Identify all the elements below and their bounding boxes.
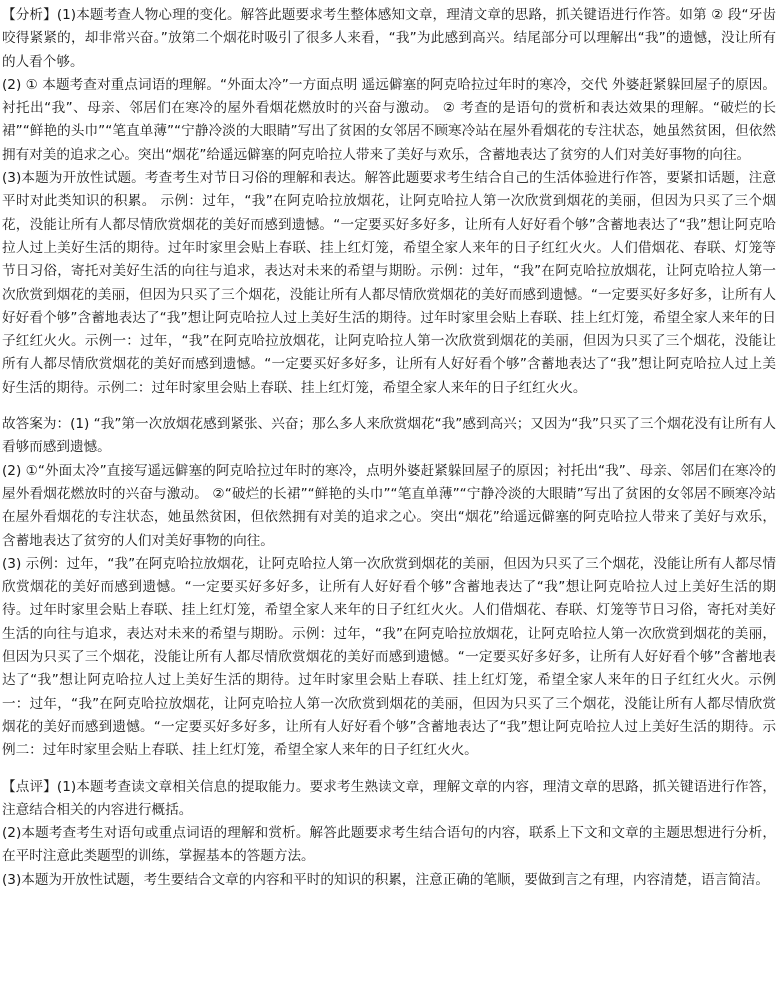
answer-paragraph-1: 故答案为：(1) “我”第一次放烟花感到紧张、兴奋；那么多人来欣赏烟花“我”感到高兴；又因为“我”只买了三个烟花没有让所有人看够而感到遗憾。 [2, 416, 776, 456]
section-spacer [2, 763, 776, 776]
analysis-paragraph-3: (3)本题为开放性试题。考查考生对节日习俗的理解和表达。解答此题要求考生结合自己的生活体验进行作答，要紧扣话题，注意平时对此类知识的积累。 示例：过年，“我”在阿克哈拉放烟花，让阿克哈拉人第一次欣赏到烟花的美丽，但因为只买了三个烟花，没能让所有人都尽情欣赏烟花的美好而感到遗憾。“一定要买好多好多，让所有人好好看个够”含蓄地表达了“我”想让阿克哈拉人过上美好生活的期待。过年时家里会贴上春联、挂上红灯笼，希望全家人来年的日子红红火火。人们借烟花、春联、灯笼等节日习俗，寄托对美好生活的向往与追求，表达对未来的希望与期盼。示例：过年，“我”在阿克哈拉放烟花，让阿克哈拉人第一次欣赏到烟花的美丽，但因为只买了三个烟花，没能让所有人都尽情欣赏烟花的美好而感到遗憾。“一定要买好多好多，让所有人好好看个够”含蓄地表达了“我”想让阿克哈拉人过上美好生活的期待。过年时家里会贴上春联、挂上红灯笼，希望全家人来年的日子红红火火。示例一：过年，“我”在阿克哈拉放烟花，让阿克哈拉人第一次欣赏到烟花的美丽，但因为只买了三个烟花，没能让所有人都尽情欣赏烟花的美好而感到遗憾。“一定要买好多好多，让所有人好好看个够”含蓄地表达了“我”想让阿克哈拉人过上美好生活的期待。示例二：过年时家里会贴上春联、挂上红灯笼，希望全家人来年的日子红红火火。 [2, 170, 776, 396]
comment-paragraph-1: 【点评】(1)本题考查读文章相关信息的提取能力。要求考生熟读文章，理解文章的内容，理清文章的思路，抓关键语进行作答，注意结合相关的内容进行概括。 [2, 778, 776, 818]
answer-paragraph-2: (2) ①“外面太冷”直接写遥远僻塞的阿克哈拉过年时的寒冷，点明外婆赶紧躲回屋子的原因；衬托出“我”、母亲、邻居们在寒冷的屋外看烟花燃放时的兴奋与激动。 ②“破烂的长裙”“鲜艳的头巾”“笔直单薄”“宁静冷淡的大眼睛”写出了贫困的女邻居不顾寒冷站在屋外看烟花的专注状态，她虽然贫困，但依然拥有对美的追求之心。突出“烟花”给遥远僻塞的阿克哈拉人带来了美好与欢乐，含蓄地表达了贫穷的人们对美好事物的向往。 [2, 462, 776, 549]
answer-section [2, 413, 776, 762]
comment-section [2, 776, 776, 892]
comment-paragraph-3: (3)本题为开放性试题，考生要结合文章的内容和平时的知识的积累，注意正确的笔顺，要做到言之有理，内容清楚，语言简洁。 [2, 871, 769, 888]
analysis-paragraph-1: 【分析】(1)本题考查人物心理的变化。解答此题要求考生整体感知文章，理清文章的思路，抓关键语进行作答。如第 ② 段“牙齿咬得紧紧的，却非常兴奋。”放第二个烟花时吸引了很多人来看，“我”为此感到高兴。结尾部分可以理解出“我”的遗憾，没让所有的人看个够。 [2, 7, 776, 70]
analysis-paragraph-2: (2) ① 本题考查对重点词语的理解。“外面太冷”一方面点明 遥远僻塞的阿克哈拉过年时的寒冷，交代 外婆赶紧躲回屋子的原因。 衬托出“我”、母亲、邻居们在寒冷的屋外看烟花燃放时的兴奋与激动。 ② 考查的是语句的赏析和表达效果的理解。“破烂的长裙”“鲜艳的头巾”“笔直单薄”“宁静冷淡的大眼睛”写出了贫困的女邻居不顾寒冷站在屋外看烟花的专注状态，她虽然贫困，但依然拥有对美的追求之心。突出“烟花”给遥远僻塞的阿克哈拉人带来了美好与欢乐，含蓄地表达了贫穷的人们对美好事物的向往。 [2, 76, 776, 163]
comment-paragraph-2: (2)本题考查考生对语句或重点词语的理解和赏析。解答此题要求考生结合语句的内容，联系上下文和文章的主题思想进行分析，在平时注意此类题型的训练，掌握基本的答题方法。 [2, 825, 776, 865]
answer-paragraph-3: (3) 示例：过年，“我”在阿克哈拉放烟花，让阿克哈拉人第一次欣赏到烟花的美丽，但因为只买了三个烟花，没能让所有人都尽情欣赏烟花的美好而感到遗憾。“一定要买好多好多，让所有人好好看个够”含蓄地表达了“我”想让阿克哈拉人过上美好生活的期待。过年时家里会贴上春联、挂上红灯笼，希望全家人来年的日子红红火火。人们借烟花、春联、灯笼等节日习俗，寄托对美好生活的向往与追求，表达对未来的希望与期盼。示例：过年，“我”在阿克哈拉放烟花，让阿克哈拉人第一次欣赏到烟花的美丽，但因为只买了三个烟花，没能让所有人都尽情欣赏烟花的美好而感到遗憾。“一定要买好多好多，让所有人好好看个够”含蓄地表达了“我”想让阿克哈拉人过上美好生活的期待。过年时家里会贴上春联、挂上红灯笼，希望全家人来年的日子红红火火。示例一：过年，“我”在阿克哈拉放烟花，让阿克哈拉人第一次欣赏到烟花的美丽，但因为只买了三个烟花，没能让所有人都尽情欣赏烟花的美好而感到遗憾。“一定要买好多好多，让所有人好好看个够”含蓄地表达了“我”想让阿克哈拉人过上美好生活的期待。示例二：过年时家里会贴上春联、挂上红灯笼，希望全家人来年的日子红红火火。 [2, 555, 776, 759]
analysis-section [2, 4, 776, 400]
section-spacer [2, 400, 776, 413]
